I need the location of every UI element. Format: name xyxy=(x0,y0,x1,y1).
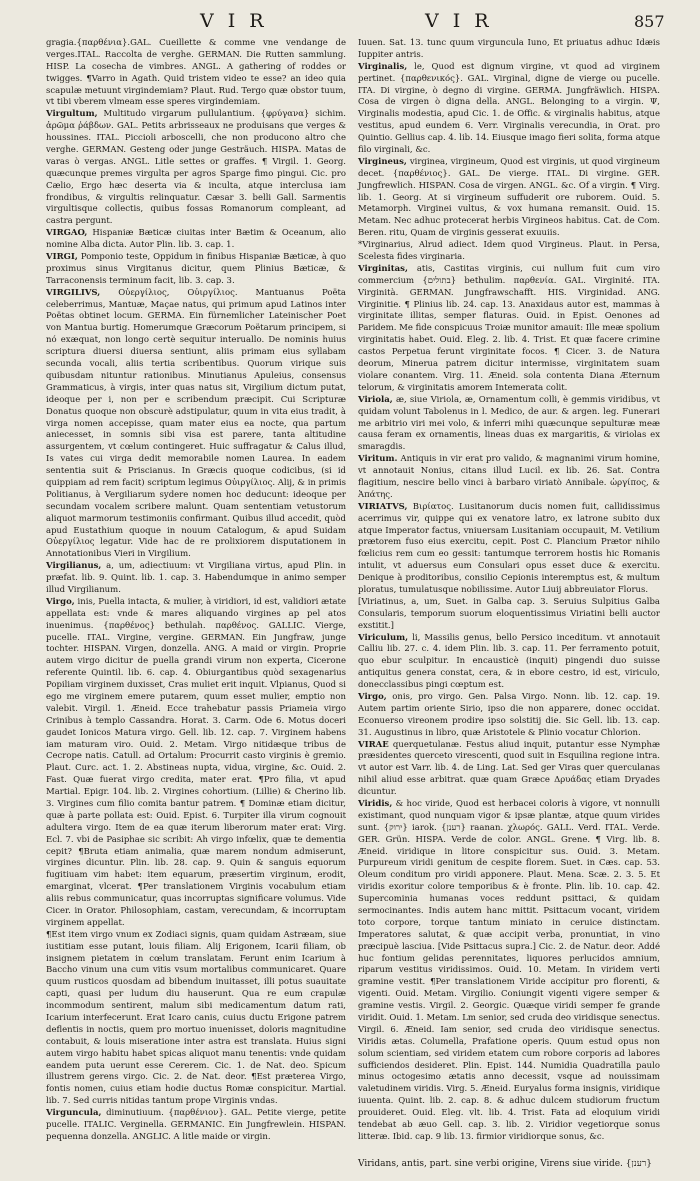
dictionary-entry: Virgo, inis, Puella intacta, & mulier, à viridiori, id est, validiori ætate appellata est: vnde & mares aliquando virgines ap pel atos inuenimus. {παρθένος} bethulah. παρθένος. GALLIC. Vierge, pucelle. ITAL. Virgine, vergine. GERMAN. Ein Jungfraw, junge tochter. HISPAN. Virgen, donzella. ANG. A maid or virgin. Proprie autem virgo dicitur de puella grandi virum non experta, Cicerone referente Quintil. lib. 6. cap. 4. Obiurgantibus quòd sexagenarius Popiliam virginem duxisset, Cras muliet erit inquit. Vlpianus, Quod si ego me virginem emere putarem, quum esset mulier, emptio non valebit. Virgil. 1. Æneid. Ecce trahebatur passis Priameia virgo Crinibus à templo Cassandra. Horat. 3. Carm. Ode 6. Motus doceri gaudet Ionicos Matura virgo. Gell. lib. 12. cap. 7. Virginem habens iam maturam viro. Ouid. 2. Metam. Virgo nitidæque tribus de Cecrope natis. Catull. ad Ortalum: Procurrit casto virginis è gremio. Plaut. Curc. act. 1. 2. Abstineas nupta, vidua, virgine, &c. Ouid. 2. Fast. Quæ fuerat virgo credita, mater erat. ¶Pro filia, vt apud Martial. Epigr. 104. lib. 2. Virgines cohortium. (Lillie) & Cherino lib. 3. Virgines cum filio comita bantur patrem. ¶ Dominæ etiam dicitur, quæ à parte pollata est: Ouid. Epist. 6. Turpiter illa virum cognouit adultera virgo. Item de ea quæ iterum liberorum mater erat: Virg. Ecl. 7. vbi de Pasiphae sic scribit: Ah virgo infœlix, quæ te dementia cepit? ¶Bruta etiam animalia, quæ marem nondum admiserunt, virgines dicuntur. Plin. lib. 28. cap. 9. Quin & sanguis equorum fugitiuam vim habet: item equarum, præsertim virginum, erodit, emarginat, vlcerat. ¶Per translationem Virginis vocabulum etiam aliis rebus communicatur, quas incorruptas significare volumus. Vide Cicer. in Orator. Philosophiam, castam, verecundam, & incorruptam virginem appellat. xyxy=(46,596,346,928)
dictionary-entry: Virgo, onis, pro virgo. Gen. Palsa Virgo. Nonn. lib. 12. cap. 19. Autem partim oriente Sirio, ipso die non apparere, donec occidat. Econuerso vireonem prodire ipso solstitij die. Sic Gell. lib. 13. cap. 31. Augustinus in libro, quæ Aristotele & Plinio vocatur Chlorion. xyxy=(358,691,661,738)
page-number: 857 xyxy=(634,12,665,31)
dictionary-entry: VIRGI, Pomponio teste, Oppidum in finibus Hispaniæ Bæticæ, à quo proximus sinus Virgitanus dicitur, quem Plinius Bæticæ, & Tarraconensis terminum facit, lib. 3. cap. 3. xyxy=(46,252,346,286)
header-left-title: V I R xyxy=(200,10,268,32)
header-right-title: V I R xyxy=(425,10,493,32)
dictionary-entry: VIRGAO, Hispaniæ Bæticæ ciuitas inter Bætim & Oceanum, alio nomine Alba dicta. Autor Plin. lib. 3. cap. 1. xyxy=(46,228,347,251)
dictionary-entry: Virginalis, le, Quod est dignum virgine, vt quod ad virginem pertinet. {παρθενικός}. GAL. Virginal, digne de vierge ou pucelle. ITA. Di virgine, ò degno di virgine. GERMA. Jungfräwlich. HISPA. Cosa de virgen ò digna della. ANGL. Belonging to a virgin. Ψ, Virginalis modestia, apud Cic. 1. de Offic. & virginalis habitus, atque vestitus, apud eundem 6. Verr. Virginalis verecundia, in Orat. pro Quintio. Gellius cap. 4. lib. 14. Eiusque imago fieri solita, forma atque filo virginali, &c. xyxy=(358,61,661,156)
final-entry: Viridans, antis, part. sine verbi origine, Virens siue viride. {רענן} xyxy=(358,1159,652,1169)
dictionary-entry: Virgilianus, a, um, adiectiuum: vt Virgiliana virtus, apud Plin. in præfat. lib. 9. Quint. lib. 1. cap. 3. Habendumque in animo semper illud Virgilianum. xyxy=(46,561,346,595)
dictionary-entry: VIRGILIVS, Οὐεργίλιος, Οὐιργίλιος. Mantuanus Poëta celeberrimus, Mantuæ, Maçae natus, qui primum apud Latinos inter Poëtas obtinet locum. GERMA. Ein fürnemlicher Lateinischer Poet von Mantua burtig. Homerumque Græcorum Poëtarum principem, si nó exæquat, non longo certè sequitur interuallo. De nominis huius scriptura diuersi diuersa sentiunt, aliis primam eius syllabam secunda vocali, aliis tertia scribentibus. Quorum virique suis quibusdam nituntur rationibus. Minutianus Apuleius, consensus Grammaticus, à virgis, inter quas natus sit, Virgilium dictum putat, ideoque per i, non per e scribendum præcipit. Cui Scripturæ Donatus quoque non obscurè adstipulatur, quum in vita eius tradit, à virga nomen accepisse, quam mater eius ea nocte, qua partum aniecesset, in somnis sibi visa est parere, tanta altitudine assurgentem, vt cœlum contingeret. Huic suffragatur & Calus illud, Is vates cui virga dedit memorabile nomen Laurea. In eadem sententia suit & Priscianus. In Græcis quoque codicibus, (si id quippiam ad rem facit) scriptum legimus Οὐιργίλιος. Alij, & in primis Politianus, à Vergiliarum sydere nomen hoc deducunt: ideoque per secundam vocalem scribere malunt. Quam sententiam vetustorum aliquot marmorum testimoniis confirmant. Quibus illud accedit, quòd apud Eustathium quoque in nouum Catalogum, & apud Suidam Οὐεργίλιος legatur. Vide hac de re prolixiorem disputationem in Annotationibus Vieri in Virgilium. xyxy=(46,287,347,560)
dictionary-entry: Virgineus, virginea, virgineum, Quod est virginis, ut quod virgineum decet. {παρθένιος}. GAL. De vierge. ITAL. Di virgine. GER. Jungfrewlich. HISPAN. Cosa de virgen. ANGL. &c. Of a virgin. ¶ Virg. lib. 1. Georg. At si virgineum suffuderit ore ruborem. Ouid. 5. Metamorph. Virginei vultus, & vox humana remansit. Ouid. 15. Metam. Nec adhuc protecerat herbis Virgineos habitus. Cat. de Com. Beren. ritu, Quam de virginis gesserat exuuiis. xyxy=(358,156,661,239)
dictionary-entry: Virguncula, diminutiuum. {παρθένιον}. GAL. Petite vierge, petite pucelle. ITALIC. Verginella. GERMANIC. Ein Jungfrewlein. HISPAN. pequenna donzella. ANGLIC. A litle maide or virgin. xyxy=(46,1108,346,1142)
dictionary-entry: Virginitas, atis, Castitas virginis, cui nullum fuit cum viro commercium {בתולים} bethulim. παρθενία. GAL. Virginité. ITA. Virginità. GERMAN. Jungfrawschafft. HIS. Virginidad. ANG. Virginitie. ¶ Plinius lib. 24. cap. 13. Anaxidaus autor est, mammas à virginitate illitas, semper flaturas. Ouid. in Epist. Oenones ad Paridem. Me fide conspicuus Troiæ munitor amauit: Ille meæ spolium virginitatis habet. Ouid. Eleg. 2. lib. 4. Trist. Et quæ facere crimine castos Perpetua ferunt virginitate focos. ¶ Cicer. 3. de Natura deorum, Minerua patrem dicitur intermisse, virginitatem suam violare conantem. Virg. 11. Æneid. sola contenta Diana Æternum telorum, & virginitatis amorem Intemerata colit. xyxy=(358,263,661,393)
dictionary-entry: *Virginarius, Alrud adiect. Idem quod Virgineus. Plaut. in Persa, Scelesta fides virginaria. xyxy=(358,240,660,263)
dictionary-entry: Virgultum, Multitudo virgarum pullulantium. {φρύγανα} sichim. ἀρῶμα ῥάβδων. GAL. Petits arbrisseaux ne produisans que verges & houssines. ITAL. Piccioli arboscelli, che non producono altro che verghe. GERMAN. Gesteng oder junge Gesträuch. HISPA. Matas de varas ò vergas. ANGL. Litle settes or graffes. ¶ Virgil. 1. Georg. quæcunque premes virgulta per agros Sparge fimo pingui. Cic. pro Cælio, Ergo hæc deserta via & inculta, atque interclusa iam frondibus, & virgultis relinquatur. Cæsar 3. belli Gall. Sarmentis virgultisque collectis, quibus fossas Romanorum compleant, ad castra pergunt. xyxy=(46,109,347,227)
right-column xyxy=(358,38,660,1144)
dictionary-entry: Viritum. Antiquis in vir erat pro valido, & magnanimi virum homine, vt annotauit Nonius, citans illud Lucil. ex lib. 26. Sat. Contra flagitium, nescire bello vinci à barbaro viriatò Annibale. ὠργίπος, & Ἀπάτης. xyxy=(358,454,660,500)
dictionary-entry: VIRAE querquetulanæ. Festus aliud inquit, putantur esse Nymphæ præsidentes querceto virescenti, quod suit in Esquilina regione intra. vt autor est Varr. lib. 4. de Ling. Lat. Sed ger Viras quer querculanas nihil aliud esse arbitrat. quæ quam Græce Δρυάδας etiam Dryades dicuntur. xyxy=(358,739,660,798)
dictionary-entry: Viridis, & hoc viride, Quod est herbacei coloris à vigore, vt nonnulli existimant, quod nunquam vigor & ipsæ plantæ, atque quum virides sunt. {ירוק} iarok. {רענן} raanan. χλωρός. GALL. Verd. ITAL. Verde. GER. Grün. HISPA. Verde de color. ANGL. Grene. ¶ Virg. lib. 8. Æneid. viridique in litore conspicitur sus. Ouid. 3. Metam. Purpureum viridi genitum de cespite florem. Suet. in Cæs. cap. 53. Oleum conditum pro viridi apponere. Plaut. Mena. Scæ. 2. 3. 5. Et viridis exoritur colore temporibus & è fronte. Plin. lib. 10. cap. 42. Supercominia humanas voces reddunt psittaci, & quidam sermocinantes. Indis autem hanc mittit. Psittacum vocant, viridem toto corpore, torque tantum miniato in ceruice distinctam. Imperatores salutat, & quæ accipit verba, pronuntiat, in vino præcipuè lasciua. [Vide Psittacus supra.] Cic. 2. de Natur. deor. Addé huc fontium gelidas perennitates, liquores perlucidos amnium, riparum vestitus viridissimos. Ouid. 10. Metam. In viridem verti gramine vestit. ¶Per translationem Viride accipitur pro florenti, & vigenti. Ouid. Metam. Virgilio. Coniungit vigenti vigere semper & gramine vestis. Virgil. 2. Georgic. Quæque viridi semper fe grande viridit. Ouid. 1. Metam. Lm senior, sed cruda deo viridisque senectus. Virgil. 6. Æneid. Iam senior, sed cruda deo viridisque senectus. Viridis ætas. Columella, Prafatione operis. Quum estud opus non solum scientiam, sed viridem etatem cum robore corporis ad labores sufficiendos desideret. Plin. Epist. 144. Numidia Quadratilla paulo minus octogesimo ætatis anno decessit, vsque ad nouissimam valetudinem viridis. Virg. 5. Æneid. Euryalus forma insignis, viridique iuuenta. Quint. lib. 2. cap. 8. & adhuc dulcem studiorum fructum prouideret. Ouid. Eleg. vlt. lib. 4. Trist. Fata ad eloquium viridi tendebat ab æuo Gell. cap. 3. lib. 2. Viridior vegetiorque sonus litteræ. Ibid. cap. 9 lib. 13. firmior viridiorque sonus, &c. xyxy=(358,799,661,1142)
left-column xyxy=(46,38,346,1144)
dictionary-entry: [Viriatinus, a, um, Suet. in Galba cap. 3. Seruius Sulpitius Galba Consularis, temporum suorum eloquentissimus Viriatini belli auctor exstitit.] xyxy=(358,596,660,631)
dictionary-entry: Viriculum, li, Massilis genus, bello Persico inceditum. vt annotauit Calliu lib. 27. c. 4. idem Plin. lib. 3. cap. 11. Per ferramento potuit, quo ebur sculpitur. In encausticè (inquit) pingendi duo suisse antiquitus genera constat, cera, & in ebore cestro, id est, viriculo, donecclassibus pingi cœptum est. xyxy=(358,632,660,691)
dictionary-entry: VIRIATVS, Βιρίατος. Lusitanorum ducis nomen fuit, callidissimus acerrimus vir, quippe qui ex venatore latro, ex latrone subito dux atque Imperator factus, vniuersam Lusitaniam occupauit, M. Vetilium prætorem fuso eius exercitu, cepit. Post C. Plancium Prætor nihilo fœlicius rem cum eo gessit: tantumque terrorem hostis hic Romanis intulit, vt aduersus eum Consulari opus esset duce & exercitu. Denique à proditoribus, consilio Cepionis interemptus est, & multum ploratus, tumulatusque nobilissime. Autor Liuij abbreuiator Florus. xyxy=(358,501,660,595)
dictionary-entry: Iuuen. Sat. 13. tunc quum virguncula Iuno, Et priuatus adhuc Idæis Iuppiter antris. xyxy=(358,38,660,60)
dictionary-entry: Viriola, æ, siue Viriola, æ, Ornamentum colli, è gemmis viridibus, vt quidam volunt Tabolenus in l. Medico, de aur. & argen. leg. Funerari me arbitrio viri mei volo, & inferri mihi quæcunque sepulturæ meæ causa feram ex ornamentis, lineas duas ex margaritis, & viriolas ex smaragdis. xyxy=(358,394,660,453)
dictionary-entry: ¶Est item virgo vnum ex Zodiaci signis, quam quidam Astræam, siue iustitiam esse putant, louis filiam. Alij Erigonem, Icarii filiam, ob insignem pietatem in cœlum translatam. Ferunt enim Icarium à Baccho vinum una cum vitis vsum mortalibus communicaret. Quare quum rusticos quosdam ad bibendum inuitasset, illi potus suauitate capti, quasi per ludum diu hauserunt. Qua re eum crapulæ incommodum sentirent, malum sibi medicamentum datum rati, Icarium interfecerunt. Erat Icaro canis, cuius ductu Erigone patrem deflentis in noctis, quem pro mortuo inuenisset, doloris magnitudine contabuit, & louis miseratione inter astra est translata. Huius signi autem virgo habitu habet spicas aliquot manu tenentis: vnde quidam eandem puta uerunt esse Cererem. Cic. 1. de Nat. deo. Spicum illustrem gerens virgo. Cic. 2. de Nat. deor. ¶Est præterea Virgo, fontis nomen, cuius etiam hodie ductus Romæ conspicitur. Martial. lib. 7. Sed curris nitidas tantum prope Virginis vndas. xyxy=(46,929,346,1107)
running-header xyxy=(0,4,700,38)
dictionary-entry: gragia.{παρθένια}.GAL. Cueillette & comme vne vendange de verges.ITAL. Raccolta de verghe. GERMAN. Die Rutten sammlung. HISP. La cosecha de vimbres. ANGL. A gathering of roddes or twigges. ¶Varro in Agath. Quid tristem video te esse? an ideo quia scapulæ metuunt virgindemiam? Plaut. Rud. Tergo quæ obstor tuum, vt tibi vberem vlmeam esse speres virgindemiam. xyxy=(46,38,346,108)
